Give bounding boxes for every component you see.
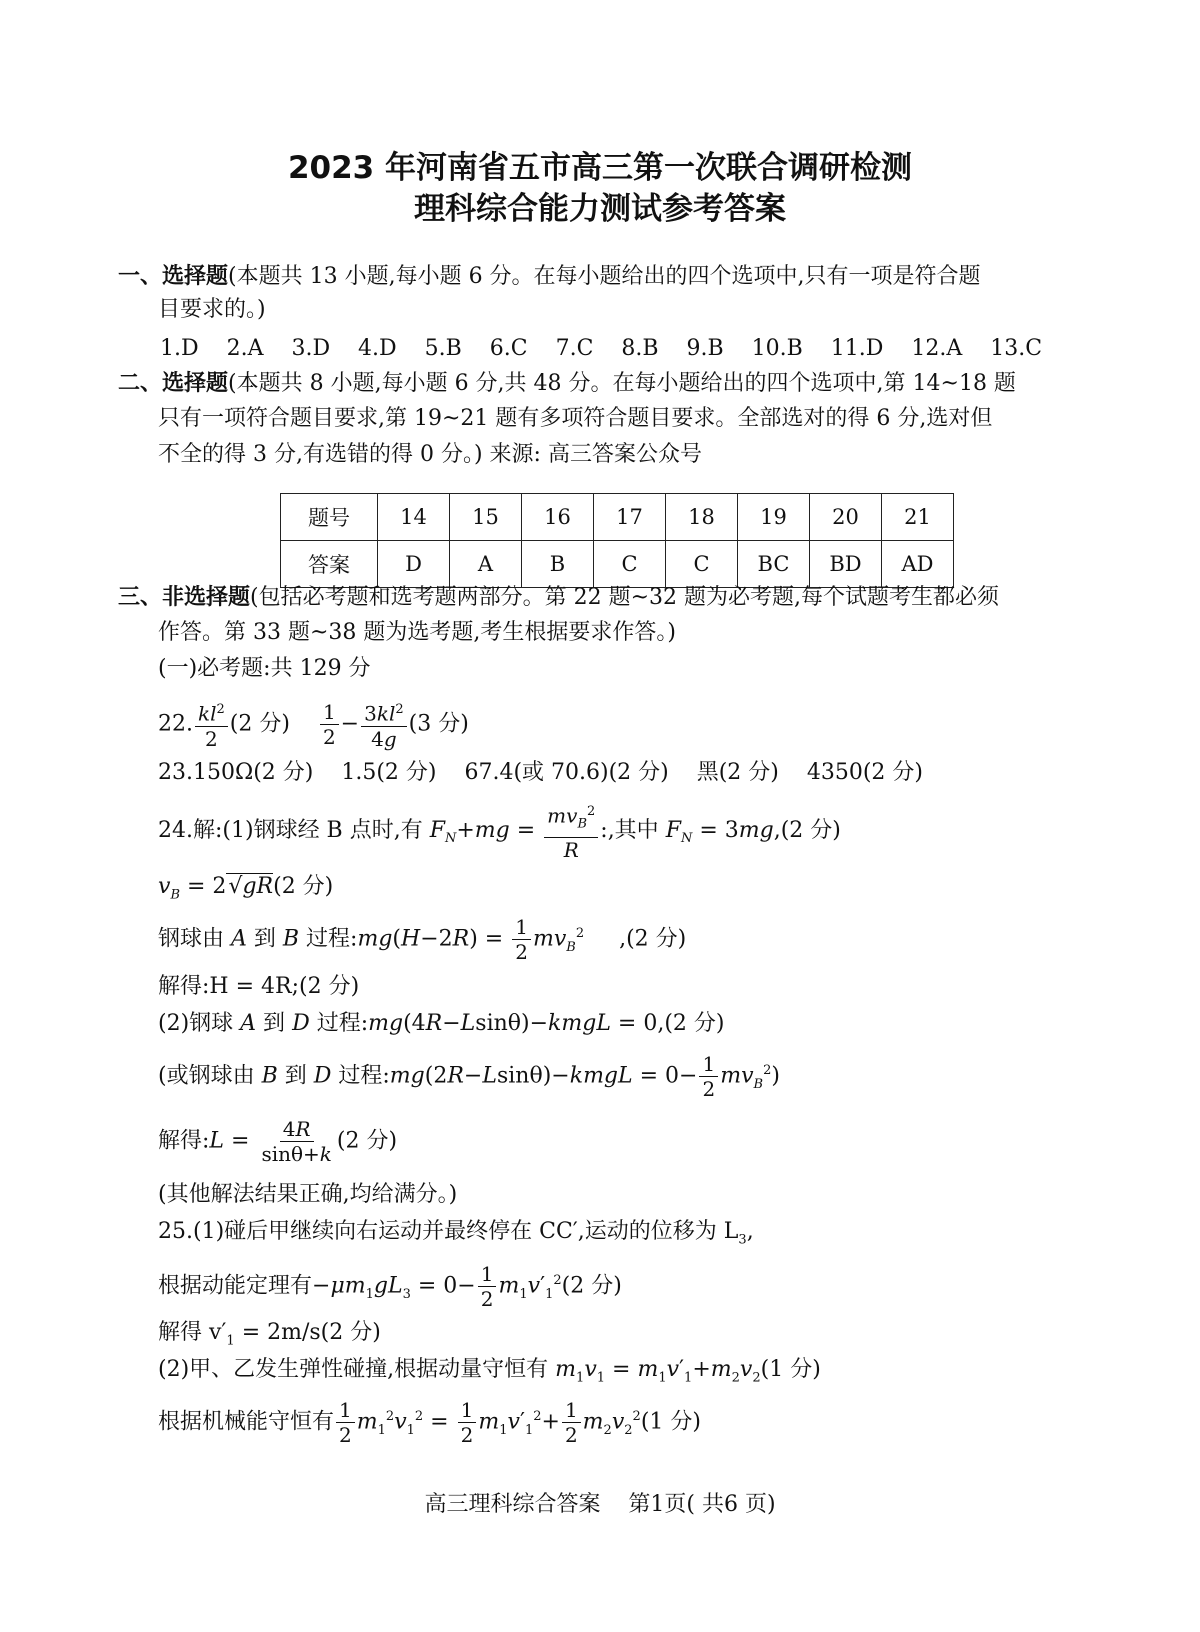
- table-row: [281, 541, 954, 588]
- sec3-heading: 三、非选择题: [118, 585, 251, 610]
- sec3-line1: [118, 583, 999, 613]
- exam-subtitle: 理科综合能力测试参考答案: [414, 191, 786, 227]
- table-cell: BD: [810, 541, 882, 588]
- q25-line1: 25.(1)碰后甲继续向右运动并最终停在 CC′,运动的位移为 $L_3$,: [158, 1219, 754, 1248]
- sec1-answers: 1.D 2.A 3.D 4.D 5.B 6.C 7.C 8.B 9.B 10.B 11.D 12.A 13.C: [160, 336, 1043, 361]
- q25-v1-label: 解得 v′: [158, 1320, 227, 1345]
- q24-intro: 24.解:(1)钢球经 B 点时,有: [158, 817, 423, 843]
- table-cell: A: [450, 541, 522, 588]
- sec2-desc1: (本题共 8 小题,每小题 6 分,共 48 分。在每小题给出的四个选项中,第 14~18 题: [228, 371, 1016, 396]
- table-cell: B: [522, 541, 594, 588]
- table-cell: 14: [378, 494, 450, 541]
- sec2-heading: 二、选择题: [118, 371, 229, 396]
- q25-intro: 25.(1)碰后甲继续向右运动并最终停在 CC′,运动的位移为 L: [158, 1219, 739, 1244]
- sec3-desc1: (包括必考题和选考题两部分。第 22 题~32 题为必考题,每个试题考生都必须: [250, 585, 999, 610]
- table-cell: 15: [450, 494, 522, 541]
- table-cell: AD: [882, 541, 954, 588]
- q24-ad: (2)钢球 A 到 D 过程:mg(4R−Lsinθ)−kmgL = 0,(2 分): [158, 1011, 725, 1036]
- sec2-desc3: 不全的得 3 分,有选错的得 0 分。) 来源: 高三答案公众号: [158, 442, 702, 467]
- table-cell: 18: [666, 494, 738, 541]
- table-cell: 19: [738, 494, 810, 541]
- table-cell: 20: [810, 494, 882, 541]
- answer-table: [280, 493, 954, 588]
- sec1-line1: [118, 262, 981, 292]
- q24-ab: 钢球由 A 到 B 过程:mg(H−2R) = $\frac{1}{2}$ $mv_B^2$ ,(2 分): [158, 915, 687, 964]
- q24-l: 解得:L = $\frac{4R}{\sin\theta+k}$ (2 分): [158, 1117, 398, 1166]
- table-header-cell: 题号: [281, 494, 378, 541]
- table-cell: 17: [594, 494, 666, 541]
- exam-title: 2023 年河南省五市高三第一次联合调研检测: [287, 150, 913, 186]
- q25-energy: 根据动能定理有$-\mu m_1gL_3 = 0-$ $\frac{1}{2}$ $m_1v'_1^2(2$ 分): [158, 1262, 622, 1311]
- table-cell: BC: [738, 541, 810, 588]
- table-cell: C: [594, 541, 666, 588]
- sec1-desc1: (本题共 13 小题,每小题 6 分。在每小题给出的四个选项中,只有一项是符合题: [228, 264, 981, 289]
- table-cell: D: [378, 541, 450, 588]
- table-header-cell: 答案: [281, 541, 378, 588]
- q25-mech: 根据机械能守恒有 $\frac{1}{2}$ $m_1^2v_1^2$ = $\frac{1}{2}$ $m_1v'_1^2+$ $\frac{1}{2}$ $m_2v_2^2(1$ 分): [158, 1398, 701, 1447]
- q24-line1: 24.解:(1)钢球经 B 点时,有 $F_N+mg$ = $\frac{mv_B^2}{R}$ :,其中 $F_N = 3mg,(2$ 分): [158, 800, 841, 862]
- q25-v1: 解得 $v'_1 = 2m/s(2$ 分): [158, 1320, 381, 1349]
- q25-momentum: (2)甲、乙发生弹性碰撞,根据动量守恒有 $m_1v_1 = m_1v'_1+m_2v_2(1$ 分): [158, 1357, 821, 1386]
- table-cell: 16: [522, 494, 594, 541]
- sec3-desc2: 作答。第 33 题~38 题为选考题,考生根据要求作答。): [158, 620, 676, 645]
- q24-vb: $v_B = 2√gR(2$ 分): [158, 874, 334, 903]
- q24-h: 解得:H = 4R;(2 分): [158, 974, 360, 999]
- q24-other: (其他解法结果正确,均给满分。): [158, 1182, 458, 1207]
- table-cell: 21: [882, 494, 954, 541]
- table-row: [281, 494, 954, 541]
- sec2-line1: [118, 369, 1016, 399]
- sec2-desc2: 只有一项符合题目要求,第 19~21 题有多项符合题目要求。全部选对的得 6 分,选对但: [158, 406, 993, 431]
- page-footer: 高三理科综合答案 第1页( 共6 页): [424, 1492, 776, 1517]
- table-cell: C: [666, 541, 738, 588]
- sec1-heading: 一、选择题: [118, 264, 229, 289]
- sec3-sub1: (一)必考题:共 129 分: [158, 656, 371, 681]
- sec1-desc2: 目要求的。): [158, 297, 266, 322]
- q22-line: 22. $\frac{kl^2}{2}$ (2 分) $\frac{1}{2}$ − $\frac{3kl^2}{4g}$ (3 分): [158, 699, 469, 751]
- q23-line: 23.150Ω(2 分) 1.5(2 分) 67.4(或 70.6)(2 分) 黑(2 分) 4350(2 分): [158, 760, 923, 785]
- q24-bd: (或钢球由 B 到 D 过程:mg(2R−Lsinθ)−kmgL = 0− $\frac{1}{2}$ $mv_B^2$): [158, 1052, 780, 1101]
